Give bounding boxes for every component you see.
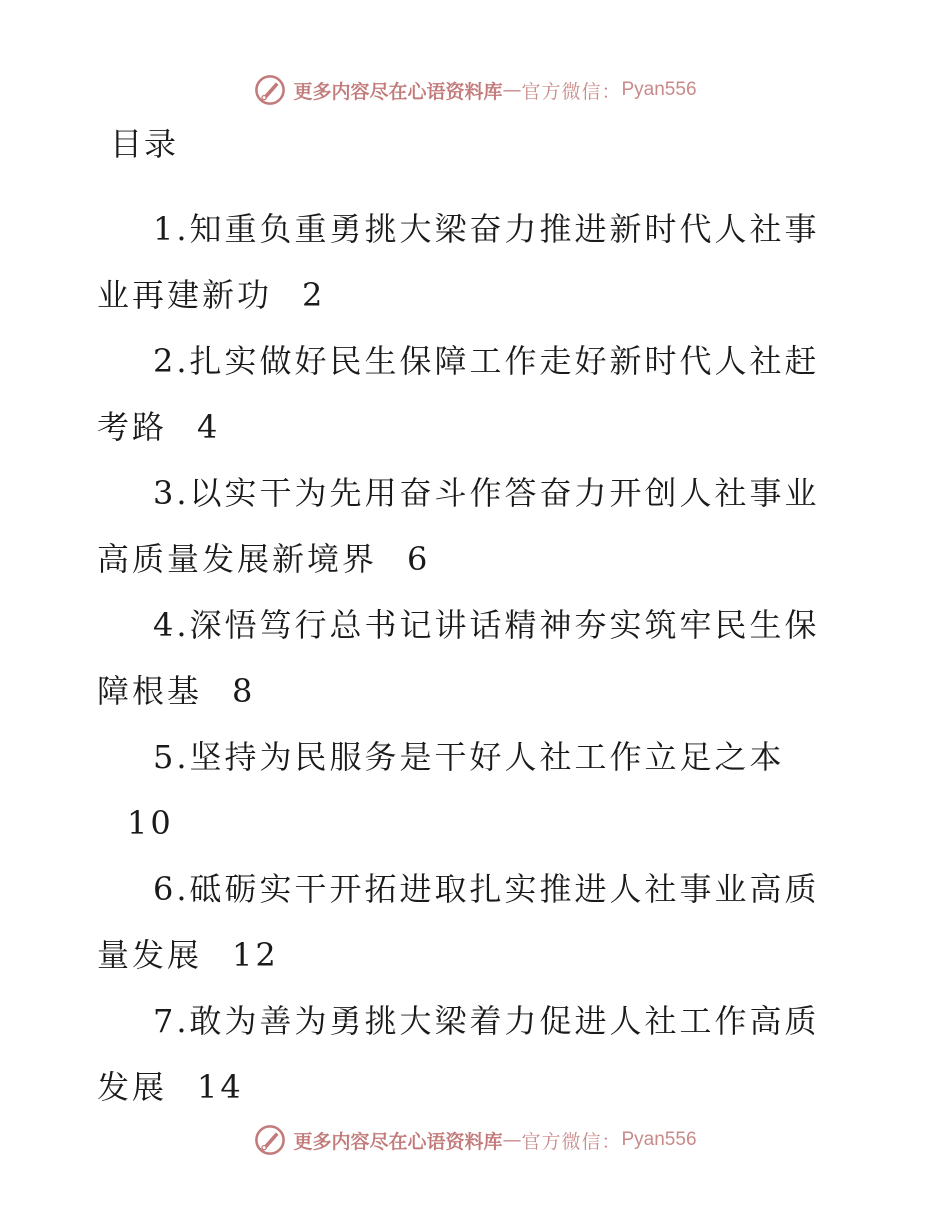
watermark-account: Pyan556 [621,1129,697,1150]
toc-entry-page: 14 [197,1068,244,1106]
toc-entry-2[interactable] [97,328,847,460]
watermark-brand: 更多内容尽在心语资料库 [293,80,503,103]
toc-entry-title: 3.以实干为先用奋斗作答奋力开创人社事业高质量发展新境界 [97,474,820,578]
pen-seal-icon [253,1123,287,1157]
table-of-contents [97,196,847,1120]
toc-entry-5[interactable] [97,724,847,856]
watermark-label: 官方微信： [521,1130,622,1153]
toc-entry-page: 8 [232,672,256,710]
toc-entry-4[interactable] [97,592,847,724]
watermark-separator: — [502,79,522,101]
toc-entry-title: 5.坚持为民服务是干好人社工作立足之本 [153,738,785,776]
toc-entry-title: 4.深悟笃行总书记讲话精神夯实筑牢民生保障根基 [97,606,820,710]
pen-seal-icon [253,73,287,107]
toc-entry-title: 2.扎实做好民生保障工作走好新时代人社赶考路 [97,342,820,446]
footer-watermark [0,1120,950,1160]
toc-entry-title: 6.砥砺实干开拓进取扎实推进人社事业高质量发展 [97,870,820,974]
toc-entry-page: 6 [407,540,431,578]
header-watermark [0,70,950,110]
toc-title: 目录 [110,125,179,163]
toc-entry-page: 12 [232,936,279,974]
watermark-separator: — [502,1129,522,1151]
toc-entry-page: 10 [127,804,174,842]
watermark-label: 官方微信： [521,80,622,103]
toc-entry-7[interactable] [97,988,847,1120]
watermark-brand: 更多内容尽在心语资料库 [293,1130,503,1153]
toc-entry-title: 7.敢为善为勇挑大梁着力促进人社工作高质发展 [97,1002,820,1106]
toc-entry-3[interactable] [97,460,847,592]
toc-entry-1[interactable] [97,196,847,328]
toc-entry-title: 1.知重负重勇挑大梁奋力推进新时代人社事业再建新功 [97,210,820,314]
toc-entry-6[interactable] [97,856,847,988]
watermark-account: Pyan556 [621,79,697,100]
toc-entry-page: 4 [197,408,221,446]
toc-entry-page: 2 [302,276,326,314]
